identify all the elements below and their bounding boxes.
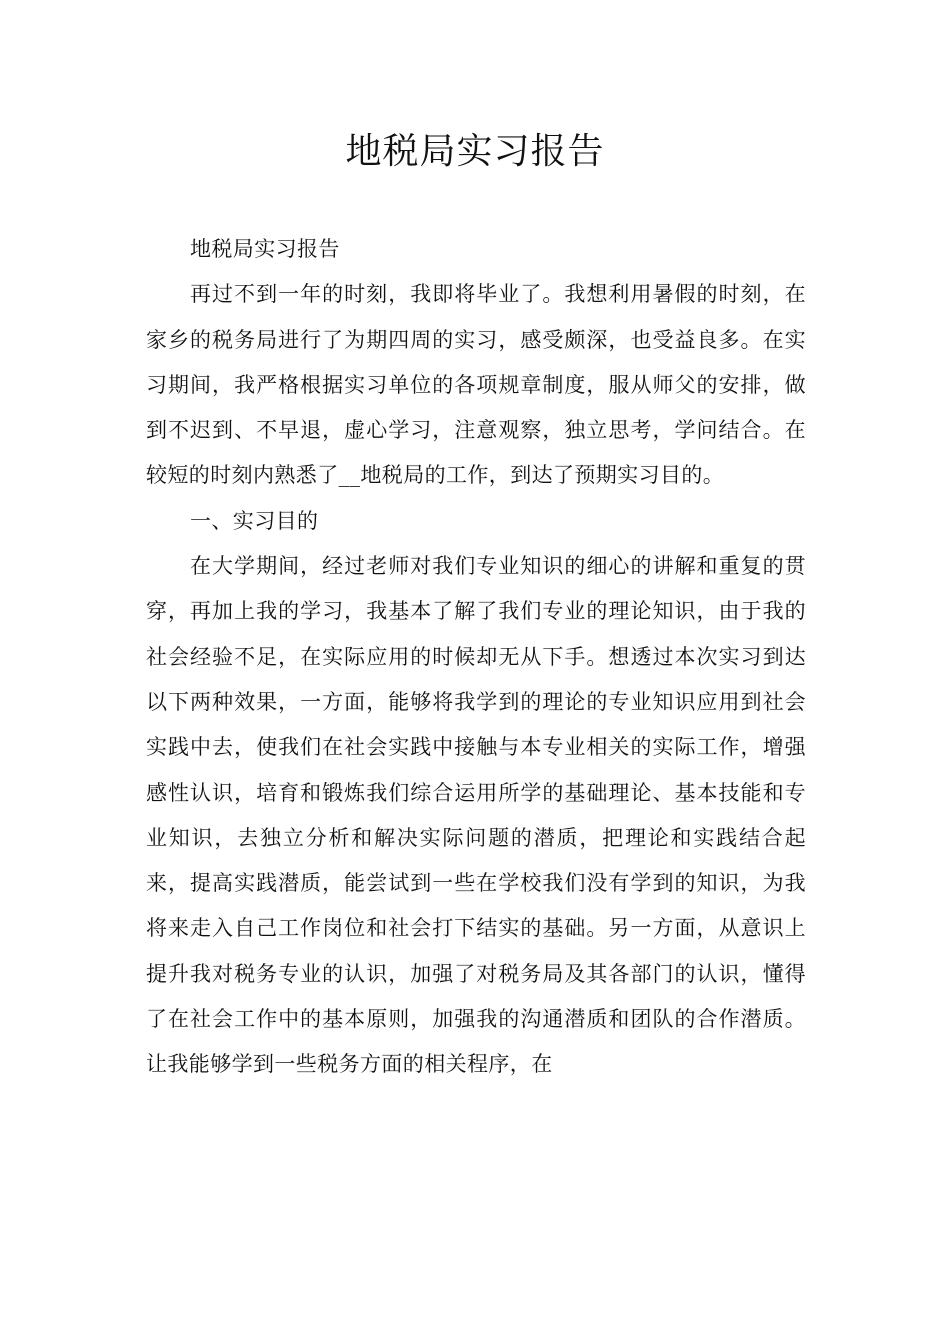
document-body (146, 227, 806, 1088)
paragraph-intro: 再过不到一年的时刻，我即将毕业了。我想利用暑假的时刻，在家乡的税务局进行了为期四周的实习，感受颇深，也受益良多。在实习期间，我严格根据实习单位的各项规章制度，服从师父的安排，做到不迟到、不早退，虚心学习，注意观察，独立思考，学问结合。在较短的时刻内熟悉了__地税局的工作，到达了预期实习目的。 (146, 282, 806, 488)
document-title: 地税局实习报告 (345, 131, 605, 172)
paragraph-purpose: 在大学期间，经过老师对我们专业知识的细心的讲解和重复的贯穿，再加上我的学习，我基本了解了我们专业的理论知识，由于我的社会经验不足，在实际应用的时候却无从下手。想透过本次实习到达以下两种效果，一方面，能够将我学到的理论的专业知识应用到社会实践中去，使我们在社会实践中接触与本专业相关的实际工作，增强感性认识，培育和锻炼我们综合运用所学的基础理论、基本技能和专业知识，去独立分析和解决实际问题的潜质，把理论和实践结合起来，提高实践潜质，能尝试到一些在学校我们没有学到的知识，为我将来走入自己工作岗位和社会打下结实的基础。另一方面，从意识上提升我对税务专业的认识，加强了对税务局及其各部门的认识，懂得了在社会工作中的基本原则，加强我的沟通潜质和团队的合作潜质。让我能够学到一些税务方面的相关程序，在 (146, 554, 806, 1077)
paragraph-heading-repeat: 地税局实习报告 (190, 237, 340, 261)
section-heading-purpose: 一、实习目的 (190, 508, 319, 533)
